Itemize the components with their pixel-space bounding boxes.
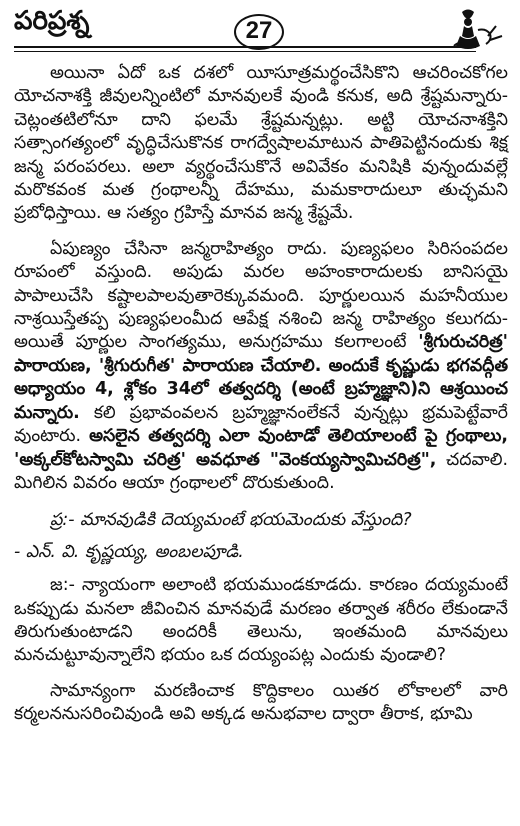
paragraph-continuation: సామాన్యంగా మరణించాక కొద్దికాలం యితర లోకాలలో వారి కర్మలననుసరించివుండి అవి అక్కడ అనుభవాల ద్వారా తీరాక, భూమి xyxy=(14,680,508,725)
header-rule-thin xyxy=(14,51,476,52)
paragraph-2-bold-2: అసలైన తత్వదర్శి ఎలా వుంటాడో తెలియాలంటే పై గ్రంథాలు, 'అక్కల్‌కోటస్వామి చరిత్ర' అవధూత "వెంకయ్యస్వామిచరిత్ర", xyxy=(14,426,508,470)
page-number: 27 xyxy=(245,17,273,44)
header-rule xyxy=(14,46,476,48)
question: ప్ర:- మానవుడికి దెయ్యమంటే భయమెందుకు వేస్తుంది? xyxy=(50,510,412,531)
page-header xyxy=(0,0,520,70)
answer: జ:- న్యాయంగా అలాంటి భయముండకూడదు. కారణం దయ్యమంటే ఒకప్పుడు మనలా జీవించిన మానవుడే మరణం తర్వాత శరీరం లేకుండానే తిరుగుతుంటాడని అందరికీ తెలును, ఇంతమంది మానవులు మనచుట్టూవున్నాలేని భయం ఒక దయ్యంపట్ల ఎందుకు వుండాలి? xyxy=(14,575,508,666)
paragraph-2 xyxy=(14,238,508,495)
running-title: పరిప్రశ్న xyxy=(14,6,90,36)
questioner: - ఎన్. వి. కృష్ణయ్య, అంబలపూడి. xyxy=(14,541,244,562)
deity-emblem-icon xyxy=(444,6,508,58)
paragraph-2-tail: చదవాలి. మిగిలిన వివరం ఆయా గ్రంథాలలో దొరుకుతుంది. xyxy=(14,449,509,493)
paragraph-2-lead: ఏపుణ్యం చేసినా జన్మరాహిత్యం రాదు. పుణ్యఫలం సిరిసంపదల రూపంలో వస్తుంది. అపుడు మరల అహంకారాదులకు బానిసయై పాపాలుచేసి కష్టాలపాలవుతారెక్కువమంది. పూర్ణులయిన మహనీయుల నాశ్రయిస్తేతప్ప పుణ్యఫలంమీద ఆపేక్ష నశించి జన్మ రాహిత్యం కలుగదు-అయితే పూర్ణుల సాంగత్యము, అనుగ్రహము కలగాలంటే xyxy=(14,238,508,353)
page-body xyxy=(14,62,508,727)
paragraph-1: అయినా ఏదో ఒక దశలో యీసూత్రమర్థంచేసికొని ఆచరించకోగల యోచనాశక్తి జీవులన్నింటిలో మానవులకే వుండి కనుక, అది శ్రేష్టమన్నారు-చెట్లంతటిలోనూ దాని ఫలమే శ్రేష్టమన్నట్లు. అట్టి యోచనాశక్తిని సత్సాంగత్యంలో వృద్ధిచేసుకొనక రాగద్వేషాలమాటున పాతిపెట్టినందుకు శిక్ష జన్మ పరంపరలు. అలా వ్యర్థంచేసుకొనే అవివేకం మనిషికి వున్నందువల్లే మరొకవంక మత గ్రంథాలన్నీ దేహము, మమకారాదులూ తుచ్ఛమని ప్రబోధిస్తాయి. ఆ సత్యం గ్రహిస్తే మానవ జన్మ శ్రేష్టమే. xyxy=(14,63,508,224)
paragraph-2-bold-1: 'శ్రీగురుచరిత్ర' పారాయణ, 'శ్రీగురుగీత' పారాయణ చేయాలి. అందుకే కృష్ణుడు భగవద్గీత అధ్యాయం 4, శ్లోకం 34లో తత్వదర్శి (అంటే బ్రహ్మజ్ఞాని)ని ఆశ్రయించ మన్నారు. xyxy=(14,332,508,423)
paragraph-2-mid: కలి ప్రభావంవలన బ్రహ్మజ్ఞానంలేకనే వున్నట్లు భ్రమపెట్టేవారే వుంటారు. xyxy=(14,402,508,447)
